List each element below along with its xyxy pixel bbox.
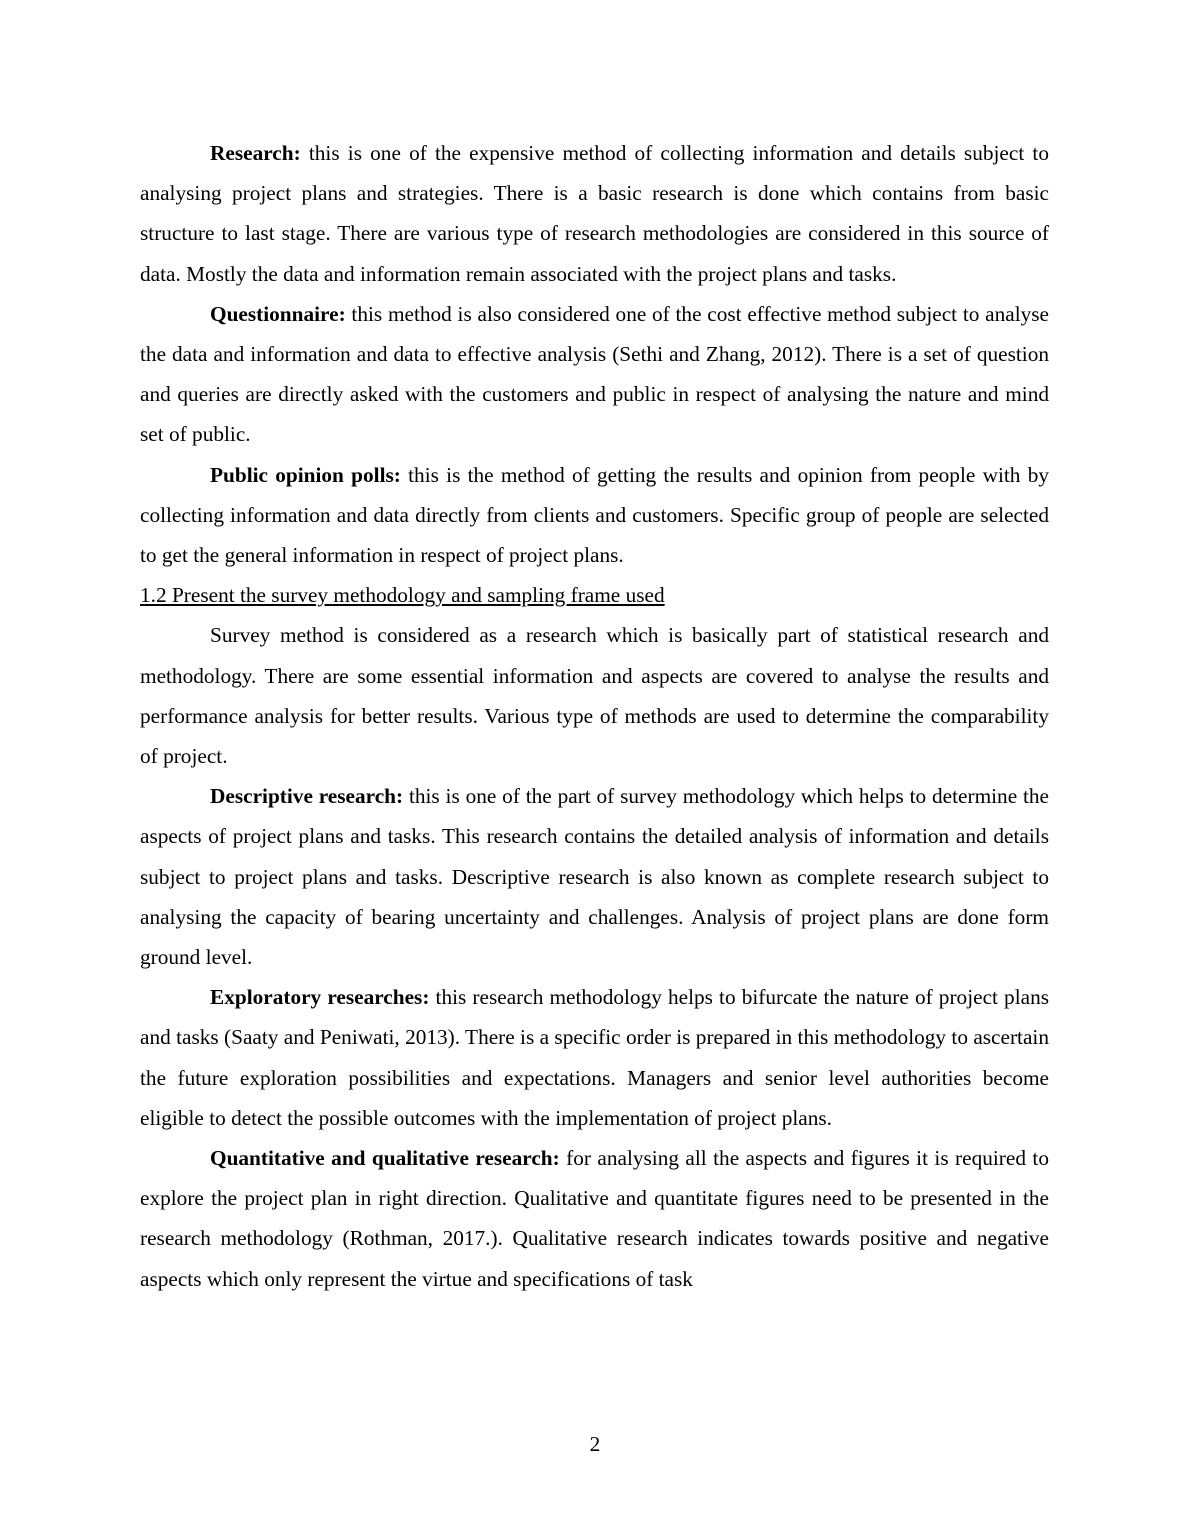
paragraph-text: this method is also considered one of the cost effective method subject to analyse the data and information and data to effective analysis (Sethi and Zhang, 2012). There is a set of question and queries are directly asked with the customers and public in respect of analysing the nature and mind set of public. <box>140 301 1049 447</box>
paragraph-text: Survey method is considered as a research which is basically part of statistical research and methodology. There are some essential information and aspects are covered to analyse the results and performance analysis for better results. Various type of methods are used to determine the comparability of project. <box>140 623 1049 769</box>
paragraph-exploratory-researches <box>140 977 1049 1138</box>
paragraph-text: this research methodology helps to bifurcate the nature of project plans and tasks (Saaty and Peniwati, 2013). There is a specific order is prepared in this methodology to ascertain the future exploration possibilities and expectations. Managers and senior level authorities become eligible to detect the possible outcomes with the implementation of project plans. <box>140 985 1050 1130</box>
paragraph-descriptive-research <box>140 776 1049 977</box>
paragraph-text: this is one of the part of survey methodology which helps to determine the aspects of project plans and tasks. This research contains the detailed analysis of information and details subject to project plans and tasks. Descriptive research is also known as complete research subject to analysing the capacity of bearing uncertainty and challenges. Analysis of project plans are done form ground level. <box>140 784 1049 970</box>
term-descriptive-research: Descriptive research: <box>210 784 404 809</box>
paragraph-research <box>140 133 1049 294</box>
term-questionnaire: Questionnaire: <box>210 301 346 326</box>
term-research: Research: <box>210 141 301 165</box>
page-number: 2 <box>589 1432 601 1456</box>
paragraph-questionnaire <box>140 294 1049 455</box>
paragraph-text: for analysing all the aspects and figures it is required to explore the project plan in right direction. Qualitative and quantitate figures need to be presented in the research methodology (Rothman, 2017.). Qualitative research indicates towards positive and negative aspects which only represent the virtue and specifications of task <box>140 1146 1049 1291</box>
term-public-opinion-polls: Public opinion polls: <box>210 462 401 487</box>
paragraph-text: this is one of the expensive method of collecting information and details subject to analysing project plans and strategies. There is a basic research is done which contains from basic structure to last stage. There are various type of research methodologies are considered in this source of data. Mostly the data and information remain associated with the project plans and tasks. <box>140 141 1049 286</box>
paragraph-public-opinion-polls <box>140 455 1049 576</box>
term-exploratory-researches: Exploratory researches: <box>210 985 430 1010</box>
section-heading: 1.2 Present the survey methodology and sampling frame used <box>140 583 665 608</box>
term-quantitative-qualitative: Quantitative and qualitative research: <box>210 1146 560 1171</box>
paragraph-text: this is the method of getting the results and opinion from people with by collecting information and data directly from clients and customers. Specific group of people are selected to get the general information in respect of project plans. <box>140 462 1049 568</box>
page-body <box>140 133 1049 1299</box>
paragraph-survey-method <box>140 615 1049 776</box>
paragraph-quantitative-qualitative <box>140 1138 1049 1299</box>
